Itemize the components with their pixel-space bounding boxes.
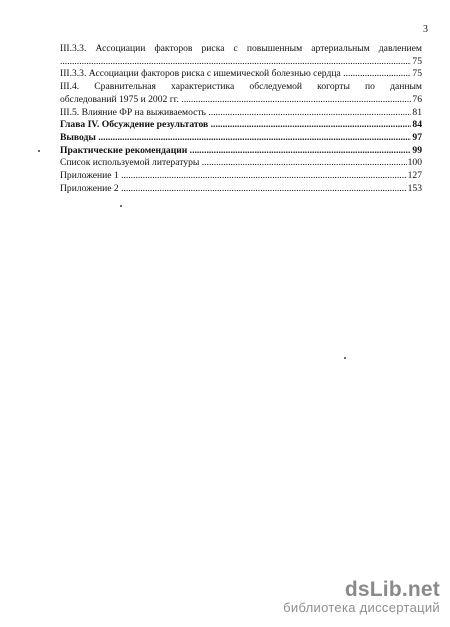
scan-speck (344, 357, 346, 359)
dot-leader (96, 132, 422, 143)
toc-entry-title: III.5. Влияние ФР на выживаемость (60, 106, 206, 118)
toc-page-number: 100 (407, 157, 422, 169)
toc-entry-title: Глава IV. Обсуждение результатов (60, 119, 209, 131)
toc-entry-title: Приложение 1 (60, 170, 119, 182)
scan-speck (38, 150, 40, 152)
toc-entry-title: Практические рекомендации (60, 144, 188, 156)
toc-page-number: 75 (412, 68, 422, 80)
dot-leader (60, 56, 422, 67)
toc-page-number: 76 (412, 93, 422, 105)
dot-leader (199, 157, 422, 168)
toc-page-number: 75 (412, 55, 422, 67)
page-number: 3 (423, 24, 428, 35)
toc-entry-title: III.3.3. Ассоциации факторов риска с ишемической болезнью сердца (60, 68, 341, 80)
toc-page-number: 84 (412, 119, 422, 131)
table-of-contents (60, 43, 422, 195)
toc-entry[interactable] (60, 132, 422, 145)
toc-page-number: 81 (412, 106, 422, 118)
dot-leader (119, 170, 422, 181)
toc-entry-title: Список используемой литературы (60, 157, 200, 169)
dot-leader (179, 94, 422, 105)
toc-entry[interactable] (60, 56, 422, 69)
toc-entry[interactable] (60, 145, 422, 158)
toc-entry-title: Приложение 2 (60, 182, 119, 194)
dot-leader (208, 119, 422, 130)
toc-entry[interactable] (60, 94, 422, 107)
toc-entry[interactable] (60, 68, 422, 81)
toc-entry-title: III.3.3. Ассоциации факторов риска с повышенным артериальным давлением (60, 43, 422, 54)
watermark-subtitle: библиотека диссертаций (283, 600, 440, 615)
toc-entry[interactable] (60, 157, 422, 170)
toc-entry-title: Выводы (60, 131, 96, 143)
dot-leader (187, 145, 422, 156)
toc-page-number: 153 (407, 182, 422, 194)
toc-entry[interactable] (60, 119, 422, 132)
toc-entry-title-continued: обследований 1975 и 2002 гг. (60, 93, 179, 105)
watermark (283, 578, 440, 615)
watermark-logo: dsLib.net (344, 578, 440, 601)
toc-entry[interactable] (60, 107, 422, 120)
toc-page-number: 127 (407, 170, 422, 182)
dot-leader (341, 68, 422, 79)
toc-page-number: 99 (412, 144, 422, 156)
toc-entry[interactable] (60, 170, 422, 183)
toc-page-number: 97 (412, 131, 422, 143)
scan-speck (120, 205, 122, 207)
dot-leader (206, 107, 422, 118)
toc-entry-title: III.4. Сравнительная характеристика обследуемой когорты по данным (60, 81, 422, 93)
dot-leader (119, 183, 422, 194)
toc-entry[interactable] (60, 183, 422, 196)
